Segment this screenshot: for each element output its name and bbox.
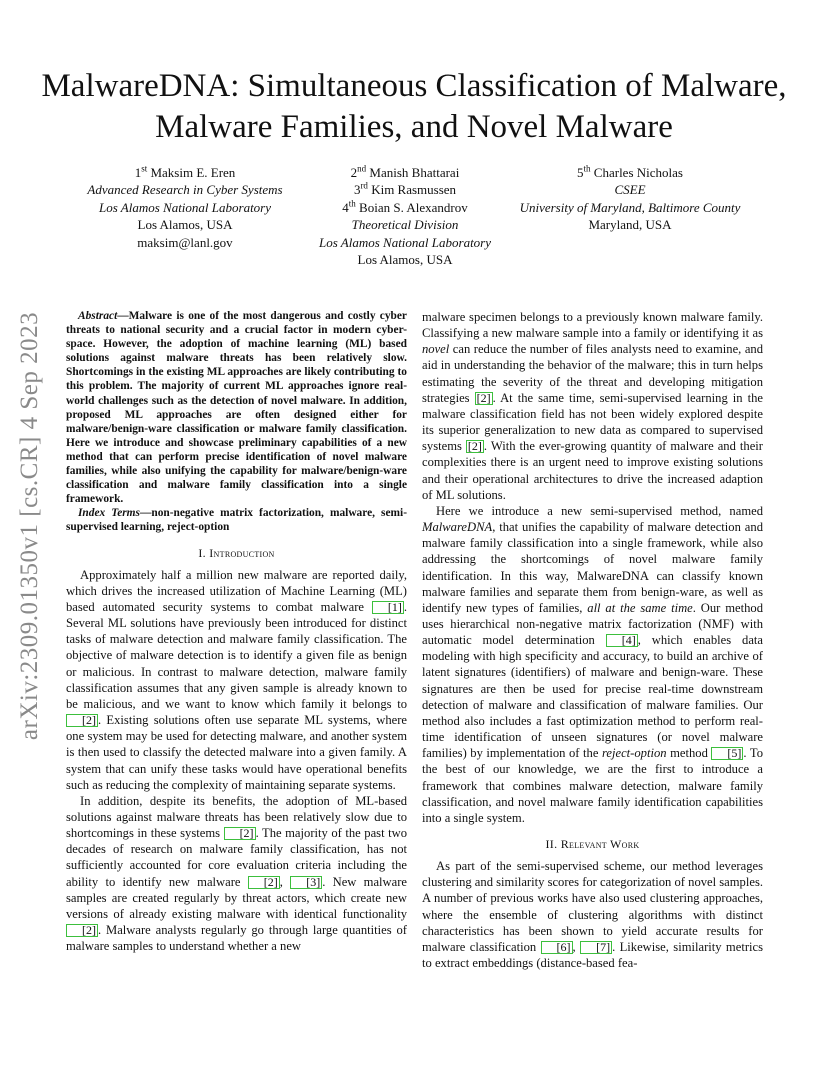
text-run: As part of the semi-supervised scheme, our method leverages clustering and similarity scores for categorization of novel samples. A number of previous works have also used clustering approaches, where the ensemble of clustering algorithms with distinct characteristics has been shown to yield accurate results for malware classification <box>422 859 763 954</box>
section-heading-relevant-work <box>422 836 763 852</box>
text-run: In addition, despite its benefits, the adoption of ML-based solutions against malware threats has been relatively slow due to shortcomings in these systems <box>66 793 407 841</box>
text-run: , <box>572 939 581 954</box>
author-name: Manish Bhattarai <box>369 165 460 180</box>
index-terms-text: —non-negative matrix factorization, malware, semi-supervised learning, reject-option <box>66 507 407 534</box>
author-location: Los Alamos, USA <box>137 217 233 233</box>
arxiv-id: arXiv:2309.01350v1 [cs.CR] 4 Sep 2023 <box>16 311 43 741</box>
paragraph <box>66 567 407 793</box>
author-num: 2 <box>350 165 358 180</box>
citation-link[interactable]: [4] <box>606 634 638 647</box>
citation-link[interactable]: [6] <box>541 941 573 954</box>
paragraph <box>422 503 763 826</box>
author-sup: st <box>141 163 148 174</box>
author-1 <box>70 164 300 251</box>
section-heading-introduction <box>66 545 407 561</box>
text-run: method <box>666 746 712 761</box>
author-name: Boian S. Alexandrov <box>359 199 468 215</box>
section-number: II. <box>545 837 561 851</box>
citation-link[interactable]: [2] <box>467 439 482 454</box>
left-column <box>66 309 407 954</box>
section-title: Relevant Work <box>560 837 640 851</box>
abstract-label: Abstract <box>78 310 118 322</box>
paper-title: MalwareDNA: Simultaneous Classification of Malware, Malware Families, and Novel Malware <box>41 68 787 145</box>
text-run: , which enables data modeling with high specificity and accuracy, to build an archive of latent signatures (identifiers) of malware and benign-ware. These signatures are then be used for precise real-time downstream detection of malware and classification of malware families. Our method also includes a fast optimization method to perform real-time identification of unseen signatures (or novel malware families) by implementation of the <box>422 633 763 761</box>
emphasis: novel <box>422 342 450 357</box>
author-affiliation: Theoretical Division <box>351 217 459 233</box>
author-group-2 <box>290 164 520 268</box>
author-name: Kim Rasmussen <box>371 182 457 198</box>
text-run: . With the ever-growing quantity of malware and their complexities there is an urgent need to improve existing solutions and their operational architectures to drive the increased adaption of ML solutions. <box>422 439 763 502</box>
text-run: , that unifies the capability of malware detection and malware family classification into a single framework, while also addressing the shortcomings of novel malware family identification. In this way, MalwareDNA can classify known malware families and separate them from benign-ware, as well as identify new types of families, <box>422 520 763 615</box>
text-run: can reduce the number of files analysts need to examine, and aid in understanding the behavior of the malware; this in turn helps estimating the severity of the threat and developing mitigation strategies <box>422 342 763 405</box>
section-number: I. <box>198 545 210 560</box>
author-num: 1 <box>134 165 142 180</box>
citation-link[interactable]: [1] <box>372 601 404 614</box>
citation-link[interactable]: [2] <box>248 876 280 889</box>
arxiv-stamp <box>8 298 52 754</box>
author-num: 5 <box>577 165 584 180</box>
author-sup: nd <box>357 163 367 174</box>
paragraph <box>66 793 407 955</box>
emphasis: all at the same time <box>587 600 693 615</box>
text-run: Here we introduce a new semi-supervised method, named <box>436 503 763 518</box>
citation-link[interactable]: [2] <box>66 714 98 727</box>
author-affiliation: Advanced Research in Cyber Systems <box>87 182 283 198</box>
text-run: . Likewise, similarity metrics to extract embeddings (distance-based fea- <box>422 939 764 971</box>
author-sup: rd <box>360 181 368 192</box>
text-run: . To the best of our knowledge, we are the first to introduce a framework that combines malware detection, malware family classification, and novel malware family identification capabilities into a single system. <box>422 746 763 825</box>
index-terms <box>66 506 407 534</box>
citation-link[interactable]: [2] <box>476 390 491 405</box>
author-name: Charles Nicholas <box>593 165 683 180</box>
text-run: . New malware samples are created regularly by threat actors, which create new versions of already existing malware with identical functionality <box>66 874 408 921</box>
author-affiliation: CSEE <box>614 182 646 198</box>
author-num: 3 <box>353 182 361 198</box>
text-run: , <box>279 874 291 889</box>
index-terms-label: Index Terms <box>78 507 140 520</box>
author-location: Los Alamos, USA <box>357 252 453 268</box>
author-location: Maryland, USA <box>588 217 672 233</box>
text-run: Approximately half a million new malware are reported daily, which drives the increased utilization of Machine Learning (ML) based automated security systems to combat malware <box>66 567 407 614</box>
emphasis: MalwareDNA <box>422 520 493 535</box>
author-affiliation: Los Alamos National Laboratory <box>318 234 492 250</box>
citation-link[interactable]: [5] <box>711 747 743 760</box>
section-title: Introduction <box>209 545 275 560</box>
text-run: . At the same time, semi-supervised learning in the malware classification field has not been widely explored despite its superior generalization to new data as compared to supervised systems <box>422 390 763 454</box>
citation-link[interactable]: [2] <box>224 827 256 840</box>
citation-link[interactable]: [3] <box>290 876 322 889</box>
author-email: maksim@lanl.gov <box>137 234 233 250</box>
text-run: . Our method uses hierarchical non-negative matrix factorization (NMF) with automatic model determination <box>422 600 764 648</box>
text-run: malware specimen belongs to a previously known malware family. Classifying a new malware sample into a family or identifying it as <box>422 310 763 341</box>
text-run: . The majority of the past two decades of research on malware family classification, has not sufficiently accounted for core evaluation criteria including the ability to identify new malware <box>66 826 407 889</box>
author-sup: th <box>583 163 591 174</box>
citation-link[interactable]: [2] <box>66 924 98 937</box>
author-sup: th <box>348 198 356 209</box>
abstract-text: —Malware is one of the most dangerous and costly cyber threats to national security and a crucial factor in modern cyber-space. However, the adoption of machine learning (ML) based solutions against malware threats has been relatively slow. Shortcomings in the existing ML approaches are likely contributing to this problem. The majority of current ML approaches ignore real-world challenges such as the detection of novel malware. In addition, proposed ML approaches are often designed either for malware/benign-ware classification or malware family classification. Here we introduce and showcase preliminary capabilities of a new method that can perform precise identification of novel malware families, while also unifying the capability for malware/benign-ware classification and malware family classification into a single framework. <box>66 310 407 506</box>
text-run: . Existing solutions often use separate ML systems, where one system may be used for detecting malware, and another system is then used to classify the detected malware into a given family. A system that can unify these tasks would have operational benefits such as reducing the complexity of maintaining separate systems. <box>66 713 407 792</box>
author-num: 4 <box>342 199 349 215</box>
author-affiliation: University of Maryland, Baltimore County <box>519 199 741 215</box>
abstract <box>66 309 407 506</box>
author-name: Maksim E. Eren <box>150 165 236 180</box>
paragraph <box>422 858 763 971</box>
citation-link[interactable]: [7] <box>580 941 612 954</box>
author-affiliation: Los Alamos National Laboratory <box>98 199 272 215</box>
author-5 <box>500 164 760 234</box>
text-run: . Malware analysts regularly go through large quantities of malware samples to understand whether a new <box>66 923 407 954</box>
right-column <box>422 309 763 971</box>
paragraph <box>422 309 763 503</box>
text-run: . Several ML solutions have previously been introduced for distinct tasks of malware detection and malware family classification. The objective of malware detection is to identify a given file as benign or malicious. In contrast to malware detection, malware family classification assumes that any given sample is already known to be malicious, and we want to know which family it belongs to <box>66 599 407 711</box>
emphasis: reject-option <box>601 746 667 761</box>
